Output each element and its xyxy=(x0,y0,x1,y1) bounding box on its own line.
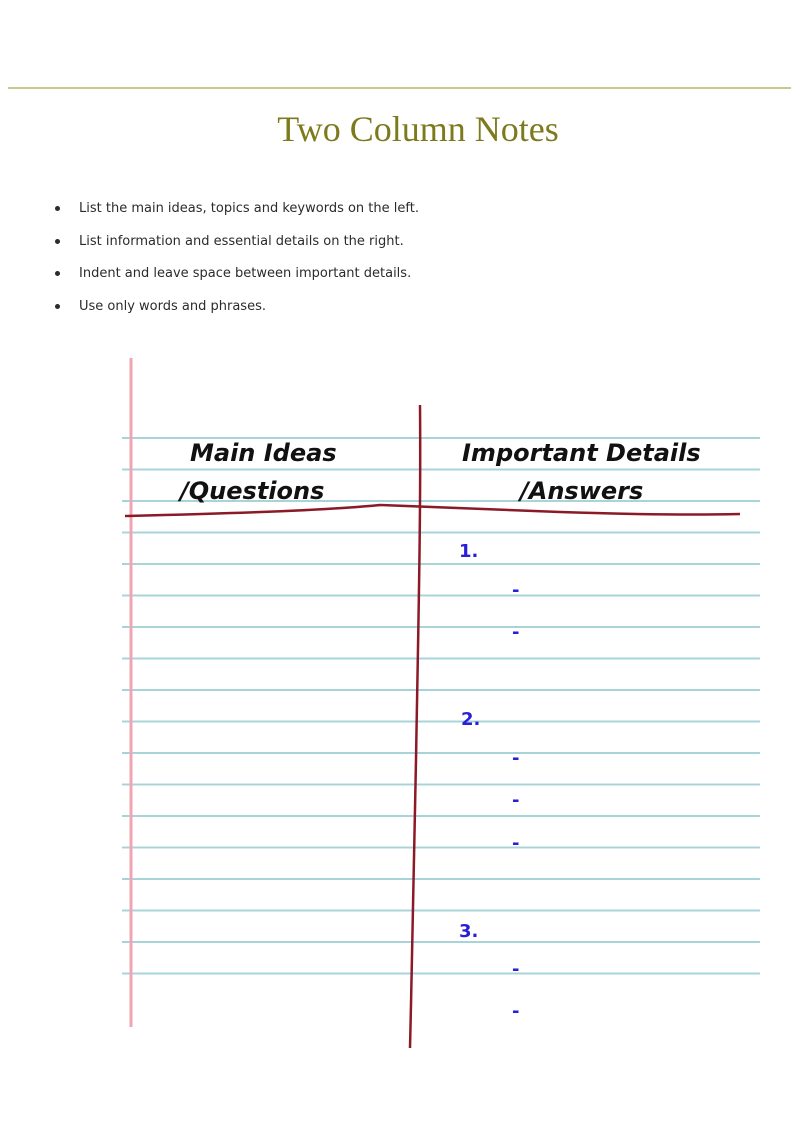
detail-number-3: 3. xyxy=(459,921,479,942)
left-header-line-2: /Questions xyxy=(180,477,325,505)
detail-dash: - xyxy=(512,622,520,643)
detail-dash: - xyxy=(512,580,520,601)
instruction-text: List the main ideas, topics and keywords on the left. xyxy=(79,201,419,216)
detail-number-1: 1. xyxy=(459,541,479,562)
detail-number-2: 2. xyxy=(461,709,481,730)
ruled-lines xyxy=(122,438,760,974)
right-header-line-1: Important Details xyxy=(462,439,701,467)
left-header-line-1: Main Ideas xyxy=(190,439,337,467)
detail-dash: - xyxy=(512,748,520,769)
detail-dash: - xyxy=(512,790,520,811)
instruction-text: Use only words and phrases. xyxy=(79,298,266,314)
detail-dash: - xyxy=(512,1001,520,1022)
page-title: Two Column Notes xyxy=(277,109,559,149)
detail-dash: - xyxy=(512,959,520,980)
right-header-line-2: /Answers xyxy=(520,477,644,505)
detail-dash: - xyxy=(512,833,520,854)
instruction-text: Indent and leave space between important details. xyxy=(79,266,412,281)
instruction-text: List information and essential details on the right. xyxy=(79,233,404,249)
header-divider-line xyxy=(125,505,740,516)
